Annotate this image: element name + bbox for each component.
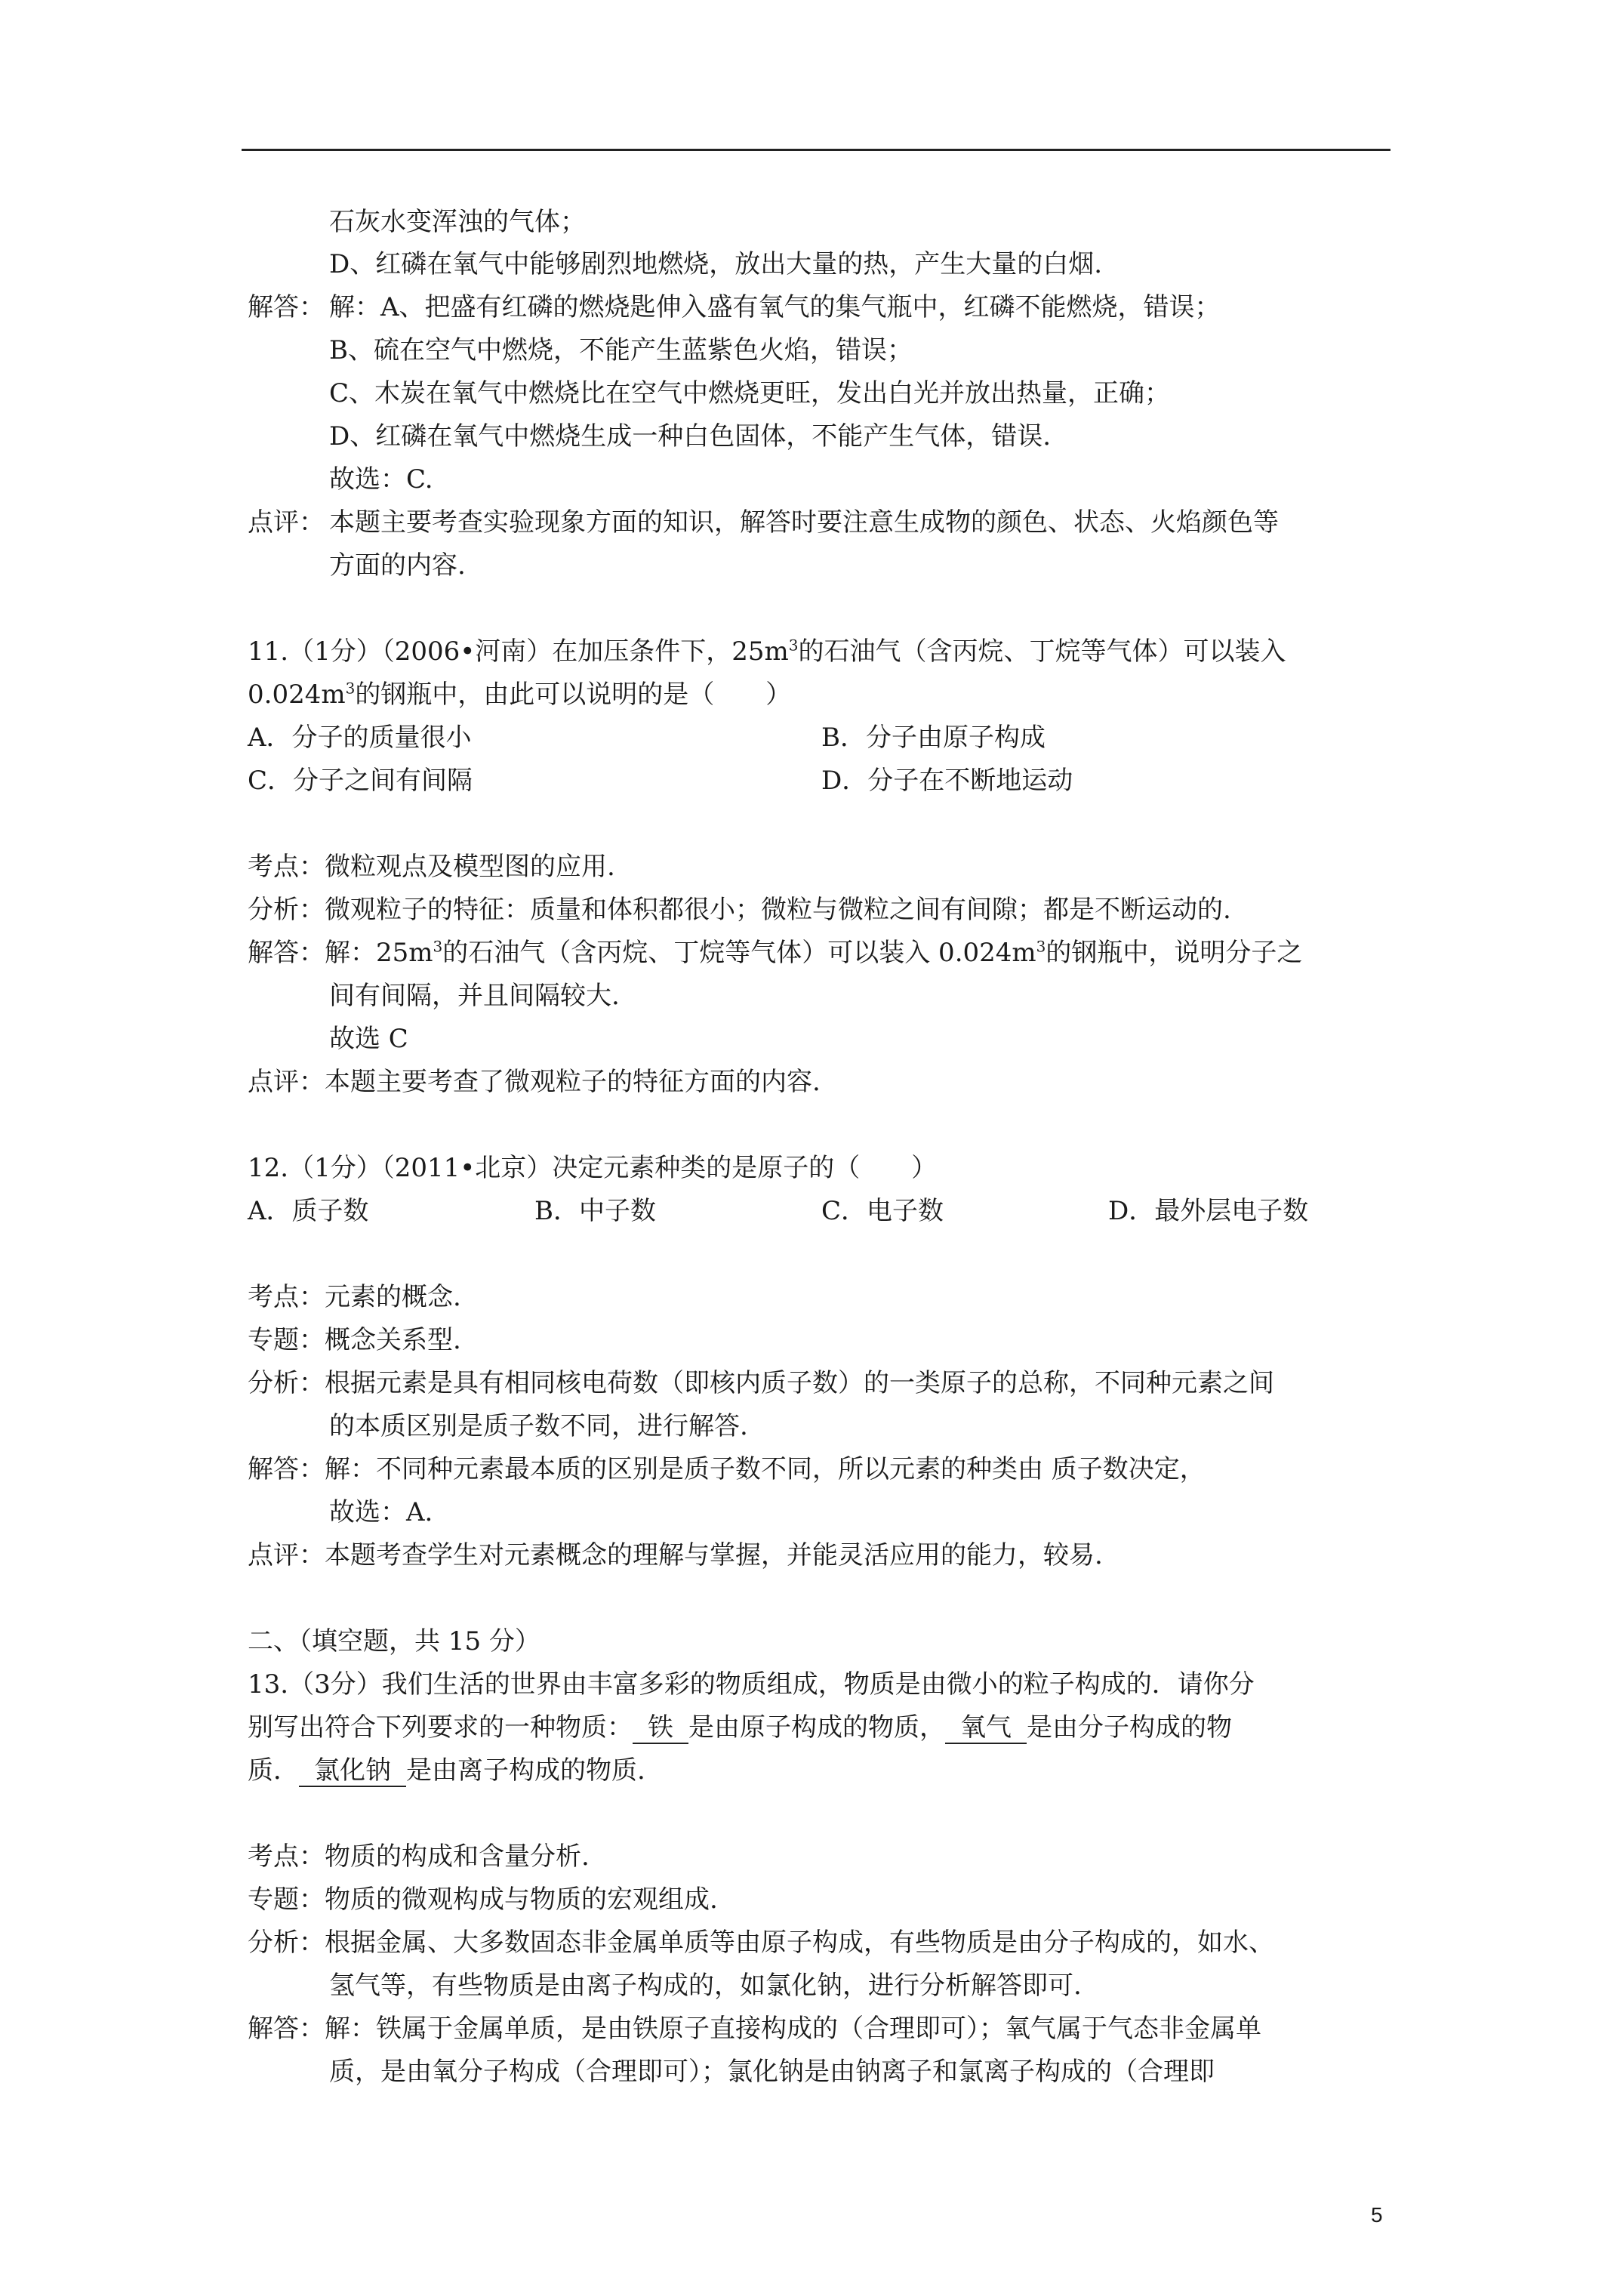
q13-jieda: 解答：解：铁属于金属单质，是由铁原子直接构成的（合理即可）；氧气属于气态非金属单 bbox=[248, 2014, 1261, 2044]
q10-option-d: D、红磷在氧气中能够剧烈地燃烧，放出大量的热，产生大量的白烟. bbox=[329, 249, 1103, 279]
q10-option-c-cont: 石灰水变浑浊的气体； bbox=[329, 207, 586, 237]
q11-jieda-line: 故选 C bbox=[329, 1024, 408, 1054]
q13-fenxi: 分析：根据金属、大多数固态非金属单质等由原子构成，有些物质是由分子构成的，如水、 bbox=[248, 1928, 1274, 1958]
q12-option-c: C．电子数 bbox=[821, 1196, 944, 1226]
q10-answer-line: C、木炭在氧气中燃烧比在空气中燃烧更旺，发出白光并放出热量，正确； bbox=[329, 378, 1171, 408]
q11-fenxi: 分析：微观粒子的特征：质量和体积都很小；微粒与微粒之间有间隙；都是不断运动的. bbox=[248, 895, 1231, 925]
q10-comment-label: 点评： bbox=[248, 507, 325, 538]
q13-fenxi-line: 氢气等，有些物质是由离子构成的，如氯化钠，进行分析解答即可. bbox=[329, 1971, 1082, 2001]
q13-stem: 别写出符合下列要求的一种物质： 铁 是由原子构成的物质， 氧气 是由分子构成的物 bbox=[248, 1712, 1232, 1743]
q12-dianping: 点评：本题考查学生对元素概念的理解与掌握，并能灵活应用的能力，较易. bbox=[248, 1540, 1103, 1570]
q11-jieda-line: 间有间隔，并且间隔较大. bbox=[329, 981, 620, 1011]
q11-jieda: 解答：解：$25m^3$的石油气（含丙烷、丁烷等气体）可以装入 $0.024m^3$的钢瓶中，说明分子之 bbox=[248, 937, 1303, 968]
q13-blank-2: 氧气 bbox=[945, 1712, 1027, 1744]
page-number: 5 bbox=[1371, 2203, 1383, 2227]
q12-option-b: B．中子数 bbox=[534, 1196, 656, 1226]
q12-fenxi-line: 的本质区别是质子数不同，进行解答. bbox=[329, 1411, 748, 1441]
q11-kaodian: 考点：微粒观点及模型图的应用. bbox=[248, 852, 615, 882]
q13-kaodian: 考点：物质的构成和含量分析. bbox=[248, 1841, 590, 1872]
header-rule bbox=[242, 149, 1390, 151]
section-title: 二、（填空题，共 15 分） bbox=[248, 1626, 540, 1657]
q12-fenxi: 分析：根据元素是具有相同核电荷数（即核内质子数）的一类原子的总称，不同种元素之间 bbox=[248, 1368, 1274, 1398]
q12-option-d: D．最外层电子数 bbox=[1108, 1196, 1309, 1226]
q12-kaodian: 考点：元素的概念. bbox=[248, 1282, 461, 1312]
q12-zhuanti: 专题：概念关系型. bbox=[248, 1325, 461, 1355]
q10-answer-line: D、红磷在氧气中燃烧生成一种白色固体，不能产生气体，错误. bbox=[329, 421, 1052, 451]
q12-jieda: 解答：解：不同种元素最本质的区别是质子数不同，所以元素的种类由 质子数决定， bbox=[248, 1454, 1206, 1484]
q11-stem: 11.（1分）（2006•河南）在加压条件下，$25m^3$的石油气（含丙烷、丁烷等气体）可以装入 bbox=[248, 636, 1286, 667]
q12-jieda-line: 故选：A. bbox=[329, 1497, 433, 1527]
q11-option-d: D．分子在不断地运动 bbox=[821, 766, 1073, 796]
q10-answer-label: 解答： bbox=[248, 292, 325, 322]
q10-answer-line: B、硫在空气中燃烧，不能产生蓝紫色火焰，错误； bbox=[329, 335, 913, 365]
q12-stem: 12.（1分）（2011•北京）决定元素种类的是原子的（ ） bbox=[248, 1153, 938, 1183]
q11-stem: $0.024m^3$的钢瓶中，由此可以说明的是（ ） bbox=[248, 679, 792, 710]
q11-dianping: 点评：本题主要考查了微观粒子的特征方面的内容. bbox=[248, 1067, 821, 1097]
q13-blank-1: 铁 bbox=[633, 1712, 688, 1744]
q10-comment-line: 本题主要考查实验现象方面的知识，解答时要注意生成物的颜色、状态、火焰颜色等 bbox=[329, 507, 1279, 538]
q10-answer-line: 故选：C. bbox=[329, 464, 433, 495]
q13-blank-3: 氯化钠 bbox=[299, 1755, 406, 1787]
q13-zhuanti: 专题：物质的微观构成与物质的宏观组成. bbox=[248, 1885, 718, 1915]
q10-answer-line: 解：A、把盛有红磷的燃烧匙伸入盛有氧气的集气瓶中，红磷不能燃烧，错误； bbox=[329, 292, 1221, 322]
q11-option-a: A．分子的质量很小 bbox=[248, 723, 472, 753]
q12-option-a: A．质子数 bbox=[248, 1196, 369, 1226]
q11-option-c: C．分子之间有间隔 bbox=[248, 766, 473, 796]
q13-stem: 质． 氯化钠 是由离子构成的物质. bbox=[248, 1755, 645, 1786]
q13-stem: 13.（3分）我们生活的世界由丰富多彩的物质组成，物质是由微小的粒子构成的．请你分 bbox=[248, 1669, 1255, 1700]
q13-jieda-line: 质，是由氧分子构成（合理即可）；氯化钠是由钠离子和氯离子构成的（合理即 bbox=[329, 2057, 1215, 2087]
q10-comment-line: 方面的内容. bbox=[329, 550, 466, 581]
q11-option-b: B．分子由原子构成 bbox=[821, 723, 1046, 753]
